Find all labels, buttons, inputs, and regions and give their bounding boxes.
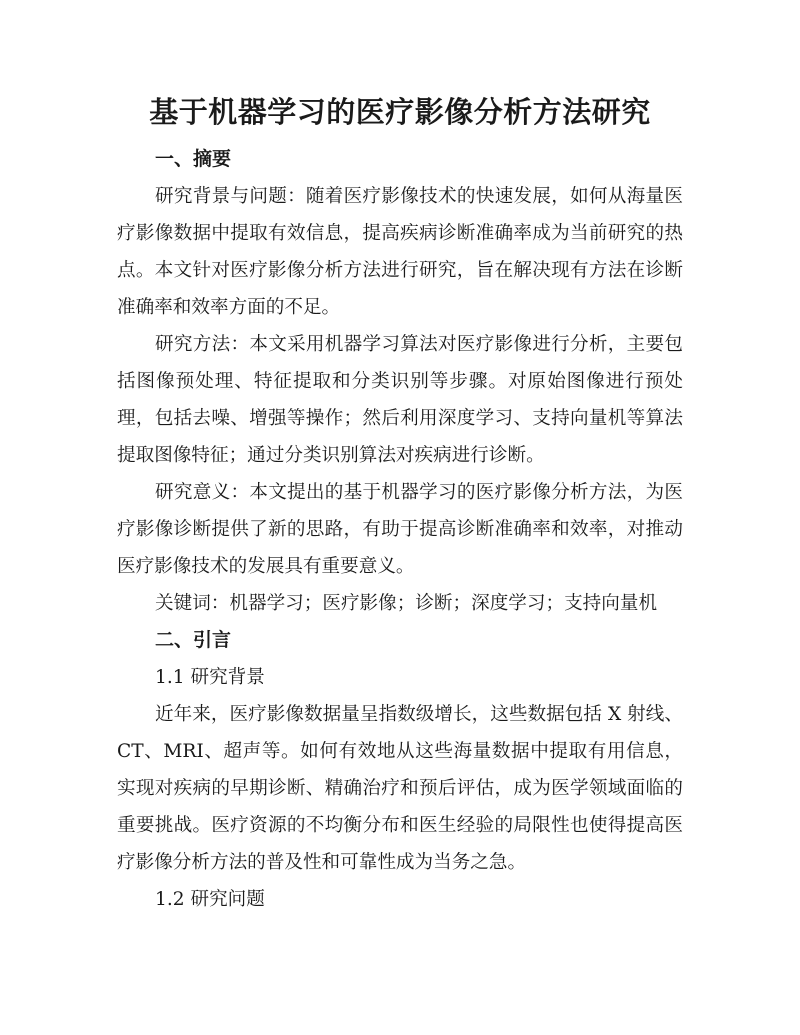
abstract-significance-paragraph: 研究意义：本文提出的基于机器学习的医疗影像分析方法，为医疗影像诊断提供了新的思路，有助于提高诊断准确率和效率，对推动医疗影像技术的发展具有重要意义。 — [117, 482, 683, 577]
abstract-background-paragraph: 研究背景与问题：随着医疗影像技术的快速发展，如何从海量医疗影像数据中提取有效信息，提高疾病诊断准确率成为当前研究的热点。本文针对医疗影像分析方法进行研究，旨在解决现有方法在诊断准确率和效率方面的不足。 — [117, 186, 683, 318]
introduction-heading: 二、引言 — [155, 629, 232, 651]
document-title: 基于机器学习的医疗影像分析方法研究 — [149, 95, 651, 129]
background-paragraph: 近年来，医疗影像数据量呈指数级增长，这些数据包括 X 射线、CT、MRI、超声等。如何有效地从这些海量数据中提取有用信息，实现对疾病的早期诊断、精确治疗和预后评估，成为医学领域面临的重要挑战。医疗资源的不均衡分布和医生经验的局限性也使得提高医疗影像分析方法的普及性和可靠性成为当务之急。 — [117, 704, 683, 873]
section-1-1-heading: 1.1 研究背景 — [155, 667, 265, 688]
section-1-2-heading: 1.2 研究问题 — [155, 889, 265, 910]
abstract-heading: 一、摘要 — [155, 148, 232, 170]
document-page — [117, 90, 683, 918]
abstract-method-paragraph: 研究方法：本文采用机器学习算法对医疗影像进行分析，主要包括图像预处理、特征提取和分类识别等步骤。对原始图像进行预处理，包括去噪、增强等操作；然后利用深度学习、支持向量机等算法提取图像特征；通过分类识别算法对疾病进行诊断。 — [117, 334, 683, 466]
keywords-line: 关键词：机器学习；医疗影像；诊断；深度学习；支持向量机 — [155, 593, 658, 614]
